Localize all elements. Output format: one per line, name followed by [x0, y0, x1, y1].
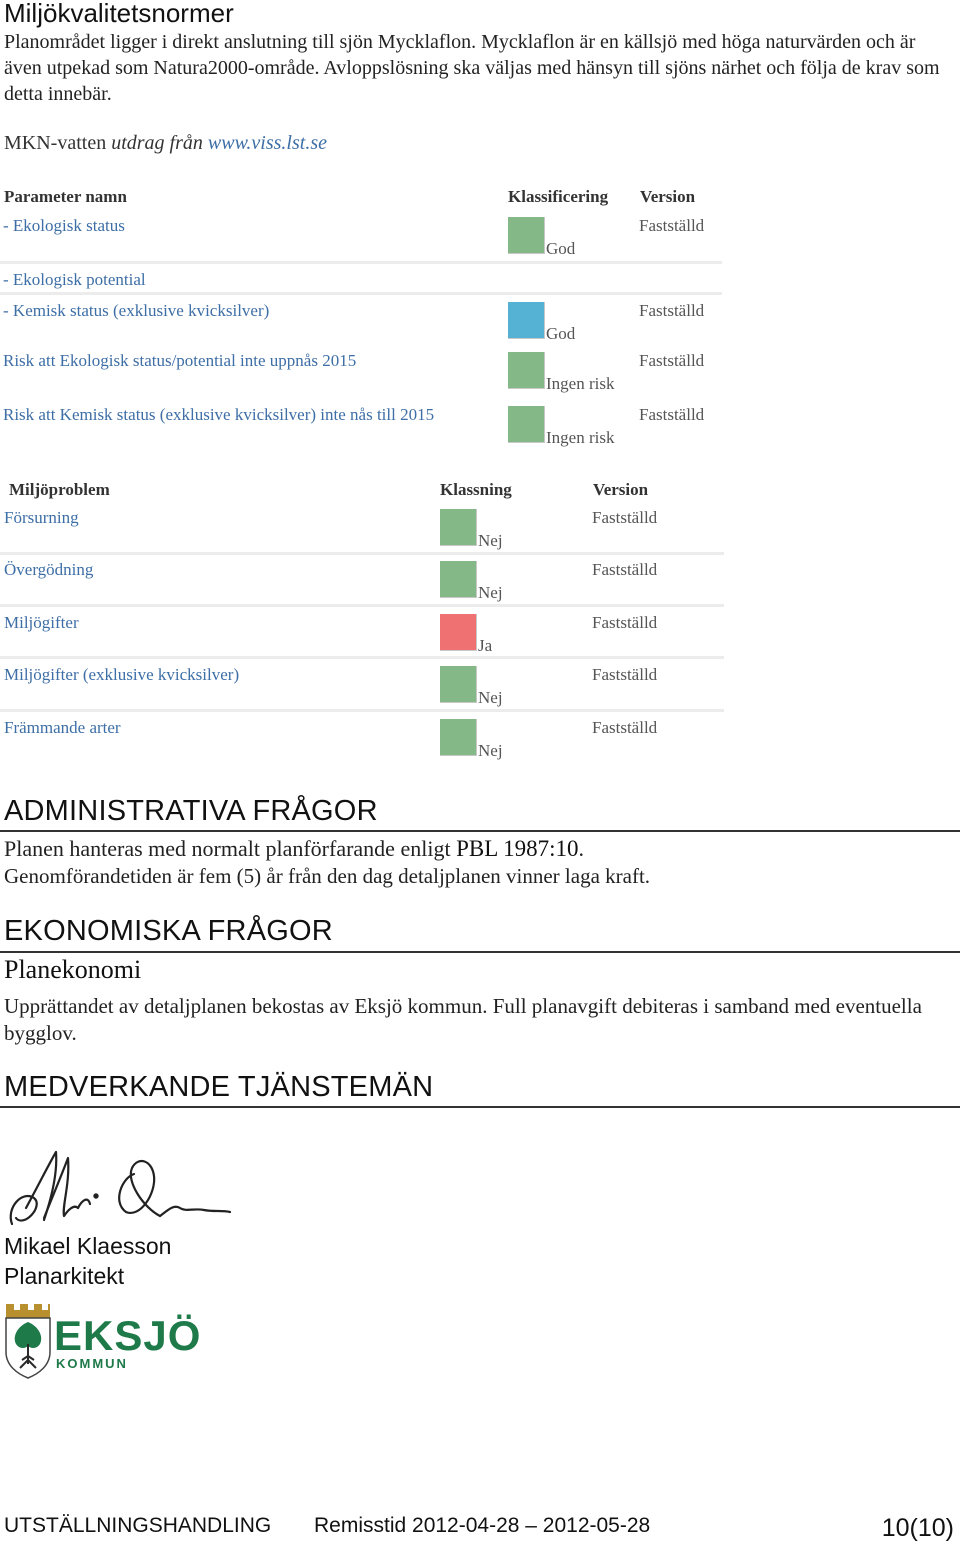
- signature-image: [4, 1138, 234, 1238]
- logo-sub: KOMMUN: [56, 1356, 128, 1371]
- econ-subheading: Planekonomi: [4, 955, 142, 984]
- status-swatch: [508, 406, 545, 443]
- footer-doc-type: UTSTÄLLNINGSHANDLING: [4, 1514, 272, 1537]
- problem-row-version: Fastställd: [592, 613, 658, 632]
- staff-heading: MEDVERKANDE TJÄNSTEMÄN: [4, 1071, 434, 1103]
- param-row-version: Fastställd: [639, 351, 705, 370]
- problem-row-version: Fastställd: [592, 560, 658, 579]
- row-divider: [0, 552, 724, 555]
- status-swatch: [440, 509, 477, 546]
- admin-line-1-text: Planen hanteras med normalt planförfarande enligt: [4, 836, 457, 861]
- problem-row-name[interactable]: Främmande arter: [4, 718, 121, 737]
- admin-heading: ADMINISTRATIVA FRÅGOR: [4, 795, 378, 827]
- problem-row-name[interactable]: Miljögifter (exklusive kvicksilver): [4, 665, 240, 684]
- param-row-class: Ingen risk: [546, 374, 615, 393]
- row-divider: [0, 656, 724, 659]
- param-row-class: Ingen risk: [546, 428, 615, 447]
- row-divider: [0, 261, 722, 264]
- param-row-version: Fastställd: [639, 405, 705, 424]
- status-swatch: [508, 302, 545, 339]
- pbl-reference: PBL 1987:10: [456, 836, 579, 861]
- param-row-name[interactable]: - Ekologisk potential: [3, 270, 146, 289]
- problem-header-class: Klassning: [440, 480, 512, 499]
- econ-heading: EKONOMISKA FRÅGOR: [4, 915, 333, 947]
- problem-row-class: Nej: [478, 741, 503, 760]
- footer-page-number: 10(10): [881, 1514, 954, 1542]
- problem-row-version: Fastställd: [592, 665, 658, 684]
- status-swatch: [440, 561, 477, 598]
- param-row-version: Fastställd: [639, 216, 705, 235]
- staff-name: Mikael Klaesson: [4, 1233, 172, 1259]
- mkn-source-note: utdrag från: [111, 132, 203, 154]
- econ-text: Upprättandet av detaljplanen bekostas av Eksjö kommun. Full planavgift debiteras i samband med eventuella bygglov.: [4, 994, 922, 1045]
- viss-link[interactable]: www.viss.lst.se: [207, 132, 327, 154]
- mkn-intro: Planområdet ligger i direkt anslutning till sjön Mycklaflon. Mycklaflon är en källsjö med höga naturvärden och är även utpekad som Natura2000-område. Avloppslösning ska väljas med hänsyn till sjöns närhet och följa de krav som detta innebär.: [4, 31, 940, 105]
- param-row-name[interactable]: - Kemisk status (exklusive kvicksilver): [3, 301, 270, 320]
- param-row-name[interactable]: Risk att Kemisk status (exklusive kvicksilver) inte nås till 2015: [3, 405, 435, 424]
- problem-row-version: Fastställd: [592, 508, 658, 527]
- coat-of-arms-icon: [4, 1300, 52, 1380]
- row-divider: [0, 604, 724, 607]
- status-swatch: [440, 614, 477, 651]
- mkn-heading: Miljökvalitetsnormer: [4, 0, 234, 28]
- section-rule: [0, 1106, 960, 1108]
- status-swatch: [508, 352, 545, 389]
- admin-line-1-end: .: [578, 836, 585, 861]
- mkn-source-label: MKN-vatten: [4, 132, 107, 154]
- status-swatch: [440, 666, 477, 703]
- param-header-version: Version: [640, 187, 696, 206]
- admin-line-2: Genomförandetiden är fem (5) år från den dag detaljplanen vinner laga kraft.: [4, 864, 651, 888]
- footer-period: Remisstid 2012-04-28 – 2012-05-28: [314, 1514, 651, 1537]
- problem-row-name[interactable]: Miljögifter: [4, 613, 79, 632]
- param-header-class: Klassificering: [508, 187, 609, 206]
- staff-title: Planarkitekt: [4, 1263, 125, 1289]
- param-row-class: God: [546, 324, 576, 343]
- problem-row-version: Fastställd: [592, 718, 658, 737]
- problem-row-name[interactable]: Övergödning: [4, 560, 94, 579]
- problem-row-class: Nej: [478, 531, 503, 550]
- row-divider: [0, 709, 724, 712]
- param-row-version: Fastställd: [639, 301, 705, 320]
- problem-row-name[interactable]: Försurning: [4, 508, 79, 527]
- status-swatch: [440, 719, 477, 756]
- problem-row-class: Nej: [478, 688, 503, 707]
- mkn-source: [4, 132, 327, 155]
- problem-header-version: Version: [593, 480, 649, 499]
- status-swatch: [508, 217, 545, 254]
- eksjo-kommun-logo: [4, 1300, 202, 1382]
- problem-row-class: Nej: [478, 583, 503, 602]
- logo-name: EKSJÖ: [54, 1312, 202, 1359]
- section-rule: [0, 951, 960, 953]
- param-row-name[interactable]: - Ekologisk status: [3, 216, 125, 235]
- param-header-name: Parameter namn: [4, 187, 127, 206]
- param-row-class: God: [546, 239, 576, 258]
- problem-row-class: Ja: [478, 636, 493, 655]
- section-rule: [0, 830, 960, 832]
- admin-line-1: [4, 836, 584, 862]
- row-divider: [0, 292, 722, 295]
- problem-header-name: Miljöproblem: [9, 480, 110, 499]
- param-row-name[interactable]: Risk att Ekologisk status/potential inte uppnås 2015: [3, 351, 357, 370]
